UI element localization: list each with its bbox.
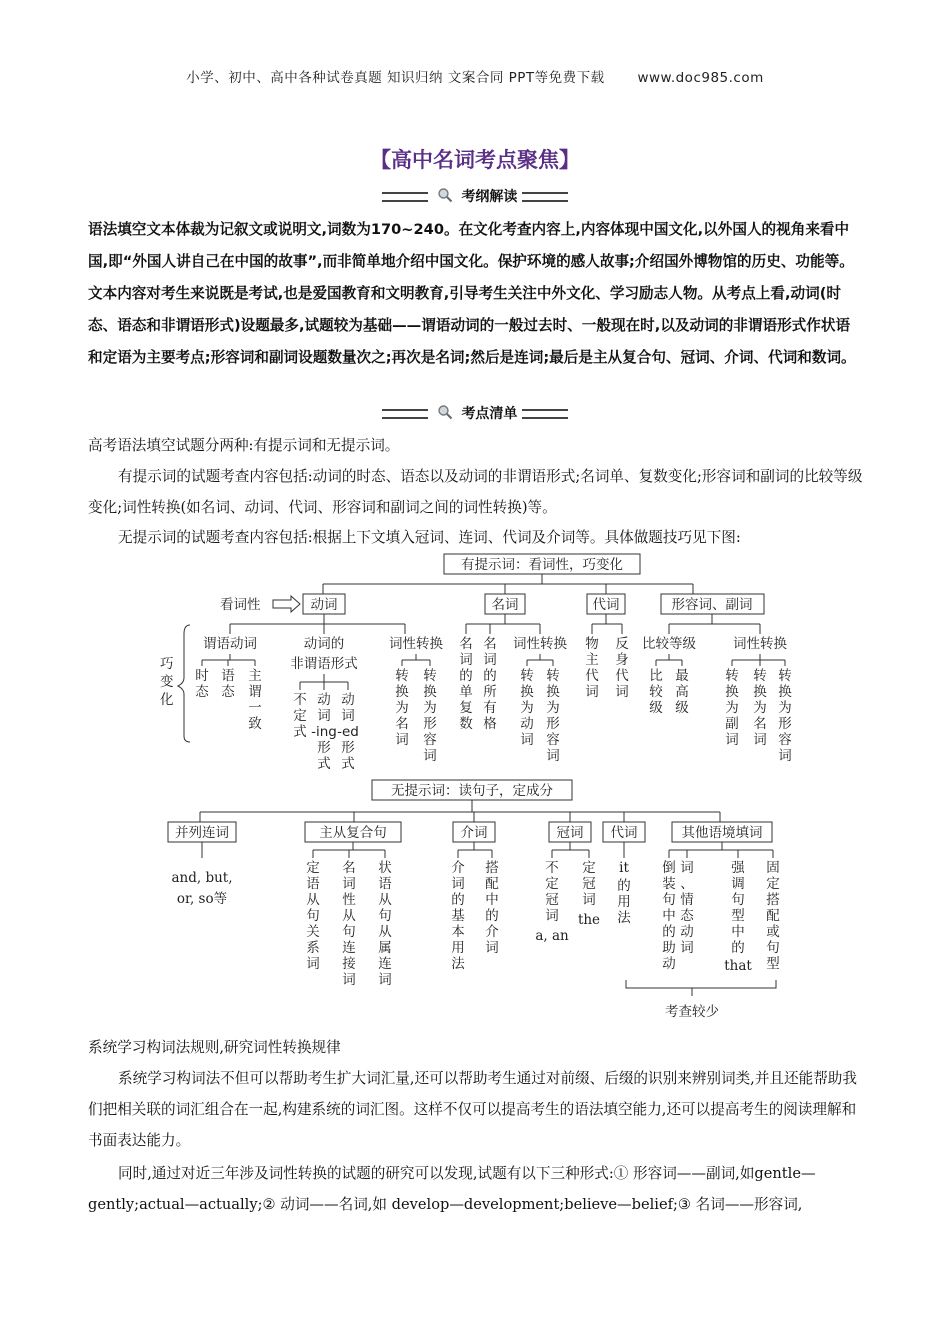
b-other-item: 倒装句中的助动 <box>662 860 676 972</box>
b-conj: 并列连词 <box>175 825 229 841</box>
adj-compare-sub: 比较级 <box>649 668 663 716</box>
cat-noun: 名词 <box>491 597 519 613</box>
side-label-2: 变 <box>160 674 174 690</box>
page-header <box>0 66 950 86</box>
b-other: 其他语境填词 <box>681 825 763 841</box>
paragraph-unhinted: 无提示词的试题考查内容包括:根据上下文填入冠词、连词、代词及介词等。具体做题技巧见下图: <box>118 529 741 546</box>
paragraph-word-formation: 系统学习构词法不但可以帮助考生扩大词汇量,还可以帮助考生通过对前缀、后缀的识别来辨别词类,并且还能帮助我们把相关联的词汇组合在一起,构建系统的词汇图。这样不仅可以提高考生的语法填空能力,还可以提高考生的阅读理解和书面表达能力。 <box>88 1070 857 1149</box>
b-prep-item: 介词的基本用法 <box>451 860 465 972</box>
section-label: 考点清单 <box>461 406 518 422</box>
noun-conv-sub: 转换为形容词 <box>546 668 560 764</box>
magnifier-icon <box>437 187 453 207</box>
verb-nonpred-2: 非谓语形式 <box>290 656 358 672</box>
verb-pred-sub: 主谓一致 <box>248 668 262 732</box>
less-tested: 考查较少 <box>665 1004 719 1020</box>
b-prep-item: 搭配中的介词 <box>485 860 499 956</box>
adj-conv: 词性转换 <box>733 636 787 652</box>
bottom-root: 无提示词：读句子，定成分 <box>391 783 553 799</box>
verb-pred-sub: 语态 <box>221 668 235 700</box>
verb-nonpred-sub: 动词-ing 形式 <box>311 692 337 772</box>
b-conj-item-2: or, so等 <box>176 891 228 907</box>
noun-conv-sub: 转换为动词 <box>520 668 534 748</box>
magnifier-icon <box>437 404 453 424</box>
b-conj-item-1: and, but, <box>171 870 233 886</box>
verb-pred-sub: 时态 <box>195 668 209 700</box>
b-complex: 主从复合句 <box>319 825 387 841</box>
arrow-right-icon <box>273 596 300 612</box>
adj-conv-sub: 转换为形容词 <box>778 668 792 764</box>
divider-right <box>522 409 568 419</box>
verb-conv-sub: 转换为形容词 <box>423 668 437 764</box>
grammar-tree-diagram <box>140 552 810 1020</box>
b-complex-item: 定语从句关系词 <box>306 860 320 972</box>
verb-nonpred-sub: 不定式 <box>293 692 307 740</box>
header-url[interactable]: www.doc985.com <box>637 70 764 86</box>
adj-compare-sub: 最高级 <box>675 668 689 716</box>
section-heading-checklist <box>0 403 950 427</box>
divider-left <box>382 409 428 419</box>
adj-conv-sub: 转换为副词 <box>725 668 739 748</box>
b-art-item-en: a, an <box>535 928 569 944</box>
b-art-item-en: the <box>577 912 601 928</box>
adj-conv-sub: 转换为名词 <box>753 668 767 748</box>
pron-item: 物主代词 <box>585 636 599 700</box>
b-other-item: 强调句型中的 <box>731 860 745 956</box>
b-art: 冠词 <box>556 825 584 841</box>
cat-pron: 代词 <box>592 597 620 613</box>
b-pron: 代词 <box>610 825 638 841</box>
top-root: 有提示词：看词性，巧变化 <box>461 557 623 573</box>
cat-verb: 动词 <box>310 597 338 613</box>
b-other-item: 固定搭配或句型 <box>766 860 780 972</box>
section-heading-outline <box>0 186 950 210</box>
verb-nonpred-sub: 动词-ed 形式 <box>337 692 359 772</box>
verb-conv-sub: 转换为名词 <box>395 668 409 748</box>
noun-conv: 词性转换 <box>513 636 567 652</box>
verb-conv: 词性转换 <box>389 636 443 652</box>
b-prep: 介词 <box>460 825 488 841</box>
b-complex-item: 状语从句从属连词 <box>378 860 392 988</box>
paragraph-hinted: 有提示词的试题考查内容包括:动词的时态、语态以及动词的非谓语形式;名词单、复数变化;形容词和副词的比较等级变化;词性转换(如名词、动词、代词、形容词和副词之间的词性转换)等。 <box>88 468 863 516</box>
pron-item: 反身代词 <box>615 636 629 700</box>
adj-compare: 比较等级 <box>642 636 696 652</box>
b-complex-item: 名词性从句连接词 <box>342 860 356 988</box>
paragraph-word-formation-heading: 系统学习构词法规则,研究词性转换规律 <box>88 1039 341 1056</box>
less-tested-bracket <box>626 980 776 988</box>
outline-paragraph: 语法填空文本体裁为记叙文或说明文,词数为170~240。在文化考查内容上,内容体现中国文化,以外国人的视角来看中国,即“外国人讲自己在中国的故事”,而非简单地介绍中国文化。保护环境的感人故事;介绍国外博物馆的历史、功能等。文本内容对考生来说既是考试,也是爱国教育和文明教育,引导考生关注中外文化、学习励志人物。从考点上看,动词(时态、语态和非谓语形式)设题最多,试题较为基础——谓语动词的一般过去时、一般现在时,以及动词的非谓语形式作状语和定语为主要考点;形容词和副词设题数量次之;再次是名词;然后是连词;最后是主从复合句、冠词、介词、代词和数词。 <box>88 221 856 366</box>
paragraph-conversion: 同时,通过对近三年涉及词性转换的试题的研究可以发现,试题有以下三种形式:① 形容词——副词,如gentle—gently;actual—actually;② 动词——名词,如 develop—development;believe—belief;③ 名词——形容词, <box>88 1165 816 1213</box>
look-label: 看词性 <box>220 597 261 613</box>
divider-right <box>522 192 568 202</box>
side-label-3: 化 <box>160 692 174 708</box>
brace <box>178 625 190 742</box>
noun-item: 名词的单复数 <box>459 636 473 732</box>
noun-item: 名词的所有格 <box>483 636 497 732</box>
verb-pred: 谓语动词 <box>203 636 257 652</box>
b-art-item: 定冠词 <box>582 860 596 908</box>
header-text: 小学、初中、高中各种试卷真题 知识归纳 文案合同 PPT等免费下载 <box>186 70 605 86</box>
paragraph-intro: 高考语法填空试题分两种:有提示词和无提示词。 <box>88 437 400 454</box>
b-pron-item-en: it <box>619 860 629 876</box>
b-other-item: 词、情态动词 <box>680 860 694 956</box>
side-label-1: 巧 <box>160 656 174 672</box>
divider-left <box>382 192 428 202</box>
verb-nonpred-1: 动词的 <box>303 636 345 652</box>
cat-adj: 形容词、副词 <box>671 597 753 613</box>
b-pron-item: 的用法 <box>617 878 631 926</box>
b-art-item: 不定冠词 <box>545 860 559 924</box>
section-label: 考纲解读 <box>461 189 518 205</box>
page-title: 【高中名词考点聚焦】 <box>370 148 580 172</box>
b-other-item-en: that <box>724 958 752 974</box>
